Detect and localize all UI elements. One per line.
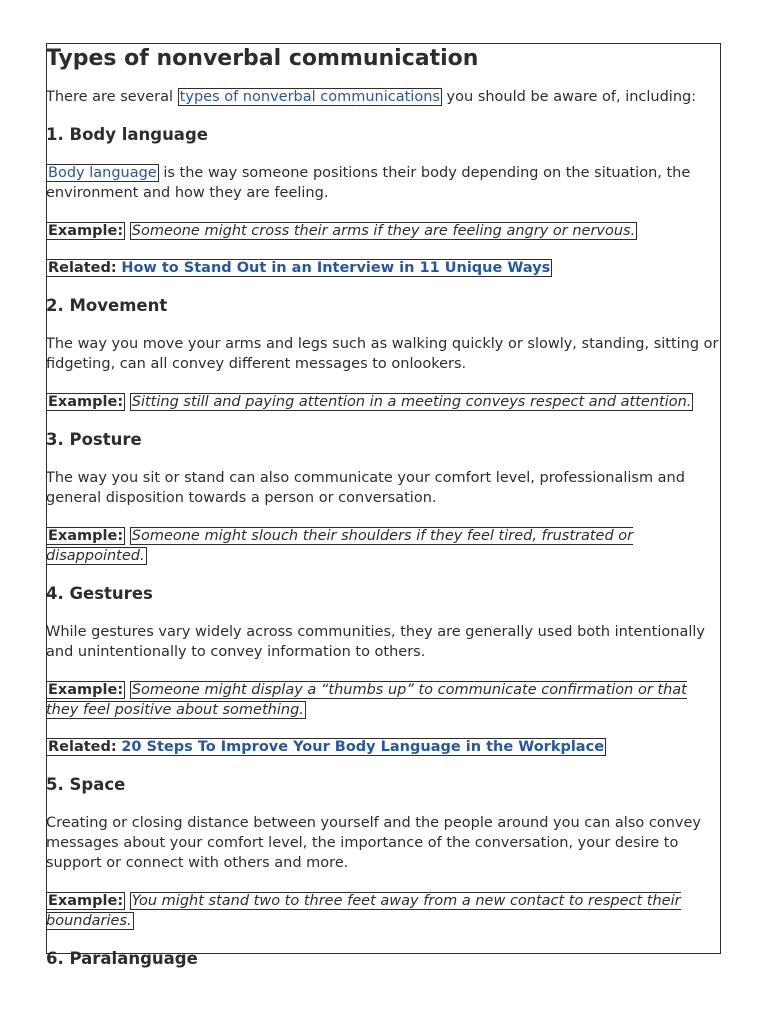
section-body-space: Creating or closing distance between yourself and the people around you can also convey messages about your comfort level, the importance of the conversation, your desire to support or connect with others and more. <box>46 815 701 871</box>
section-body-gestures: While gestures vary widely across communities, they are generally used both intentionally and unintentionally to convey information to others. <box>46 624 705 660</box>
intro-text-before: There are several <box>46 89 178 105</box>
related-block-1 <box>46 258 719 278</box>
example-label: Example: <box>48 394 124 410</box>
section-body-posture: The way you sit or stand can also communicate your comfort level, professionalism and general disposition towards a person or conversation. <box>46 470 685 506</box>
related-link-interview[interactable]: How to Stand Out in an Interview in 11 Unique Ways <box>121 260 551 276</box>
example-posture <box>46 526 719 566</box>
related-block-2 <box>46 737 719 757</box>
related-box <box>46 259 552 277</box>
types-link[interactable]: types of nonverbal communications <box>179 89 440 105</box>
example-body-language <box>46 221 719 241</box>
section-body-body-language <box>46 163 719 203</box>
intro-text-after: you should be aware of, including: <box>441 89 697 105</box>
related-box <box>46 738 606 756</box>
related-label: Related: <box>48 739 117 755</box>
related-link-body-language[interactable]: 20 Steps To Improve Your Body Language in the Workplace <box>121 739 605 755</box>
example-text: Sitting still and paying attention in a meeting conveys respect and attention. <box>131 394 692 410</box>
section-heading-space: 5. Space <box>46 775 126 794</box>
example-text: Someone might display a “thumbs up” to communicate confirmation or that they feel positive about something. <box>46 682 687 718</box>
example-gestures <box>46 680 719 720</box>
example-label: Example: <box>48 528 124 544</box>
example-space <box>46 891 719 931</box>
example-label: Example: <box>48 893 124 909</box>
example-movement <box>46 392 719 412</box>
section-heading-gestures: 4. Gestures <box>46 584 153 603</box>
example-text: Someone might cross their arms if they are feeling angry or nervous. <box>131 223 636 239</box>
article-frame <box>46 43 721 968</box>
example-text: You might stand two to three feet away from a new contact to respect their boundaries. <box>46 893 681 929</box>
section-body-text: is the way someone positions their body depending on the situation, the environment and how they are feeling. <box>46 165 691 201</box>
article-content <box>46 43 719 970</box>
section-heading-posture: 3. Posture <box>46 430 142 449</box>
intro-paragraph <box>46 87 719 107</box>
example-label: Example: <box>48 682 124 698</box>
body-language-link[interactable]: Body language <box>48 165 157 181</box>
example-text: Someone might slouch their shoulders if they feel tired, frustrated or disappointed. <box>46 528 634 564</box>
section-body-movement: The way you move your arms and legs such as walking quickly or slowly, standing, sitting or fidgeting, can all convey different messages to onlookers. <box>46 336 719 372</box>
section-heading-body-language: 1. Body language <box>46 125 208 144</box>
section-heading-paralanguage: 6. Paralanguage <box>46 949 198 968</box>
related-label: Related: <box>48 260 117 276</box>
example-label: Example: <box>48 223 124 239</box>
section-heading-movement: 2. Movement <box>46 296 168 315</box>
page-title: Types of nonverbal communication <box>46 46 479 71</box>
